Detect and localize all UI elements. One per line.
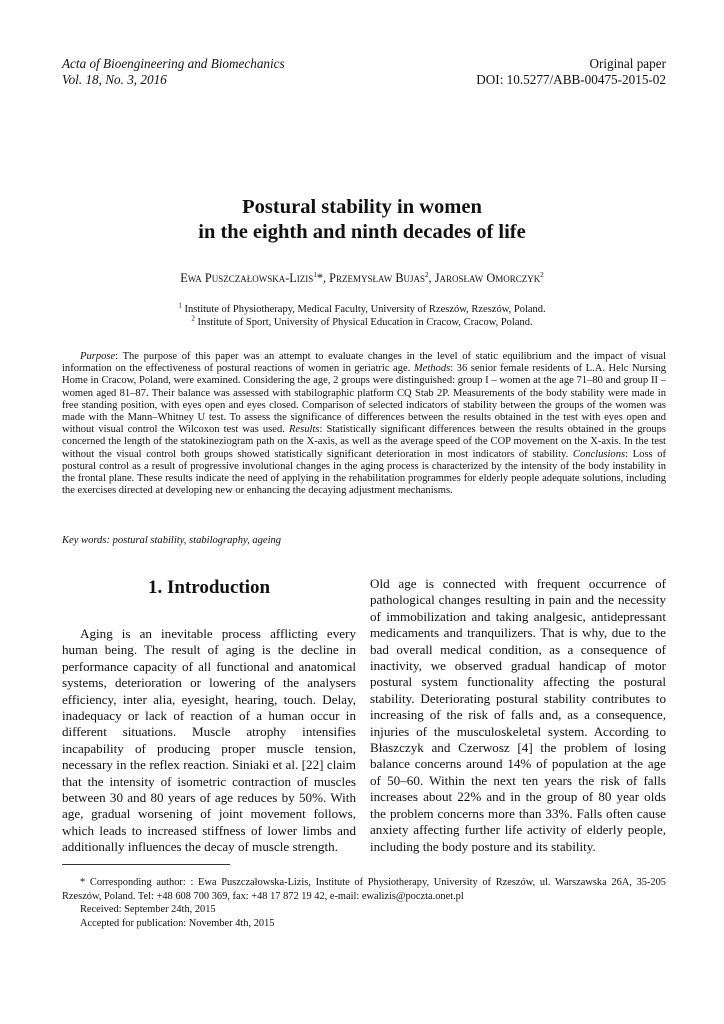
author-affiliation-number: 1 [313,270,317,279]
abstract-methods: : 36 senior female residents of L.A. Helc Nursing Home in Cracow, Poland, were examined. Considering the age, 2 groups were distinguished: group I – women at the age 71–80 and group II – women aged 81–87. Their balance was assessed with stabilographic platform CQ Stab 2P. Measurements of the body stability were made in free standing position, with eyes open and eyes closed. Comparison of selected indicators of stability between the groups of the women was made with the Mann–Whitney U test. To assess the significance of differences between the results obtained in the test with eyes open and without visual control the Wilcoxon test was used. [62,363,666,436]
doi: DOI: 10.5277/ABB-00475-2015-02 [476,72,666,87]
abstract-conclusions: : Loss of postural control as a result of progressive involutional changes in the aging process is characterized by the intensity of the body instability in the frontal plane. These results indicate the need of applying in the rehabilitation programmes for elderly people adequate solutions, including the exercises directed at developing new or enhancing the decaying adjustment mechanisms. [62,448,666,497]
abstract-purpose: : The purpose of this paper was an attempt to evaluate changes in the level of static equilibrium and the impact of visual information on the effectiveness of postural reactions of women in geriatric age. [62,351,666,375]
footnote [62,876,666,930]
journal-info [62,56,285,88]
author-name: Jarosław Omorczyk [434,271,541,285]
affiliation [0,303,724,316]
author-separator: , [322,271,330,285]
article-info [476,56,666,88]
footnote-divider [62,864,230,865]
corresponding-mark: * [316,271,323,285]
affiliation-number: 1 [178,301,182,310]
keywords [62,534,666,547]
section-heading: 1. Introduction [147,577,271,598]
author-list [0,271,724,286]
author-affiliation-number: 2 [540,270,544,279]
abstract [62,351,666,497]
keywords-label: Key words [62,535,107,546]
body-column-right: Old age is connected with frequent occurrence of pathological changes resulting in pain and the necessity of immobilization and taking analgesic, antidepressant medicaments and tranquilizers. That is why, due to the bad overall medical condition, as a consequence of inactivity, we observed gradual handicap of motor postural system functionality affecting the postural stability. Deteriorating postural stability contributes to increasing of the risk of falls and, as a consequence, injuries of the musculoskeletal system. According to Błaszczyk and Czerwosz [4] the problem of losing balance concerns around 14% of population at the age of 50–60. Within the next ten years the risk of falls increases about 22% and in the group of 80 year olds the problem concerns more than 33%. Falls often cause anxiety affecting further life activity of elderly people, including the body posture and its stability. [370,576,666,854]
author [180,271,329,285]
author-affiliation-number: 2 [425,270,429,279]
body-column-left: Aging is an inevitable process afflicting every human being. The result of aging is the decline in performance capacity of all functional and anatomical systems, deterioration or lowering of the analysers efficiency, inter alia, eyesight, hearing, touch. Delay, inadequacy or lack of reaction of a human occur in different situations. Muscle atrophy intensifies incapability of producing proper muscle tension, necessary in the reflex reaction. Siniaki et al. [22] claim that the intensity of isometric contraction of muscles between 30 and 80 years of age reduces by 50%. With age, gradual worsening of joint movement follows, which leads to increased stiffness of lower limbs and additionally influences the decay of muscle strength. [62,626,356,855]
author [435,271,544,285]
author-separator: , [428,271,435,285]
corresponding-author-note: * Corresponding author: : Ewa Puszczałowska-Lizis, Institute of Physiotherapy, University of Rzeszów, ul. Warszawska 26A, 35-205 Rzeszów, Poland. Tel: +48 608 700 369, fax: +48 17 872 19 42, e-mail: ewalizis@poczta.onet.pl [62,877,666,902]
affiliation-text: Institute of Physiotherapy, Medical Faculty, University of Rzeszów, Rzeszów, Poland. [184,304,546,315]
abstract-conclusions-label: Conclusions [572,448,626,460]
abstract-purpose-label: Purpose [80,351,116,362]
abstract-results-label: Results [288,424,320,436]
affiliations [0,303,724,329]
abstract-methods-label: Methods [413,363,451,375]
title-line-2: in the eighth and ninth decades of life [198,221,526,243]
abstract-results: : Statistically significant differences between the results obtained in the groups concerned the length of the statokineziogram path on the X-axis, as well as the average speed of the COP movement on the X-axis. In the test without the visual control both groups showed statistically significant deterioration in most indicators of stability. [62,424,666,460]
affiliation [0,316,724,329]
journal-volume: Vol. 18, No. 3, 2016 [62,72,167,87]
accepted-date: Accepted for publication: November 4th, 2015 [80,917,275,929]
affiliation-number: 2 [191,314,195,323]
article-type: Original paper [589,56,666,71]
received-date: Received: September 24th, 2015 [80,904,216,916]
paper-title [0,195,724,245]
author-name: Przemysław Bujas [329,271,426,285]
author [329,271,435,285]
affiliation-text: Institute of Sport, University of Physical Education in Cracow, Cracow, Poland. [197,317,533,328]
journal-name: Acta of Bioengineering and Biomechanics [62,56,285,71]
author-name: Ewa Puszczałowska-Lizis [180,271,314,285]
title-line-1: Postural stability in women [242,196,482,218]
keywords-text: : postural stability, stabilography, ageing [106,535,282,546]
